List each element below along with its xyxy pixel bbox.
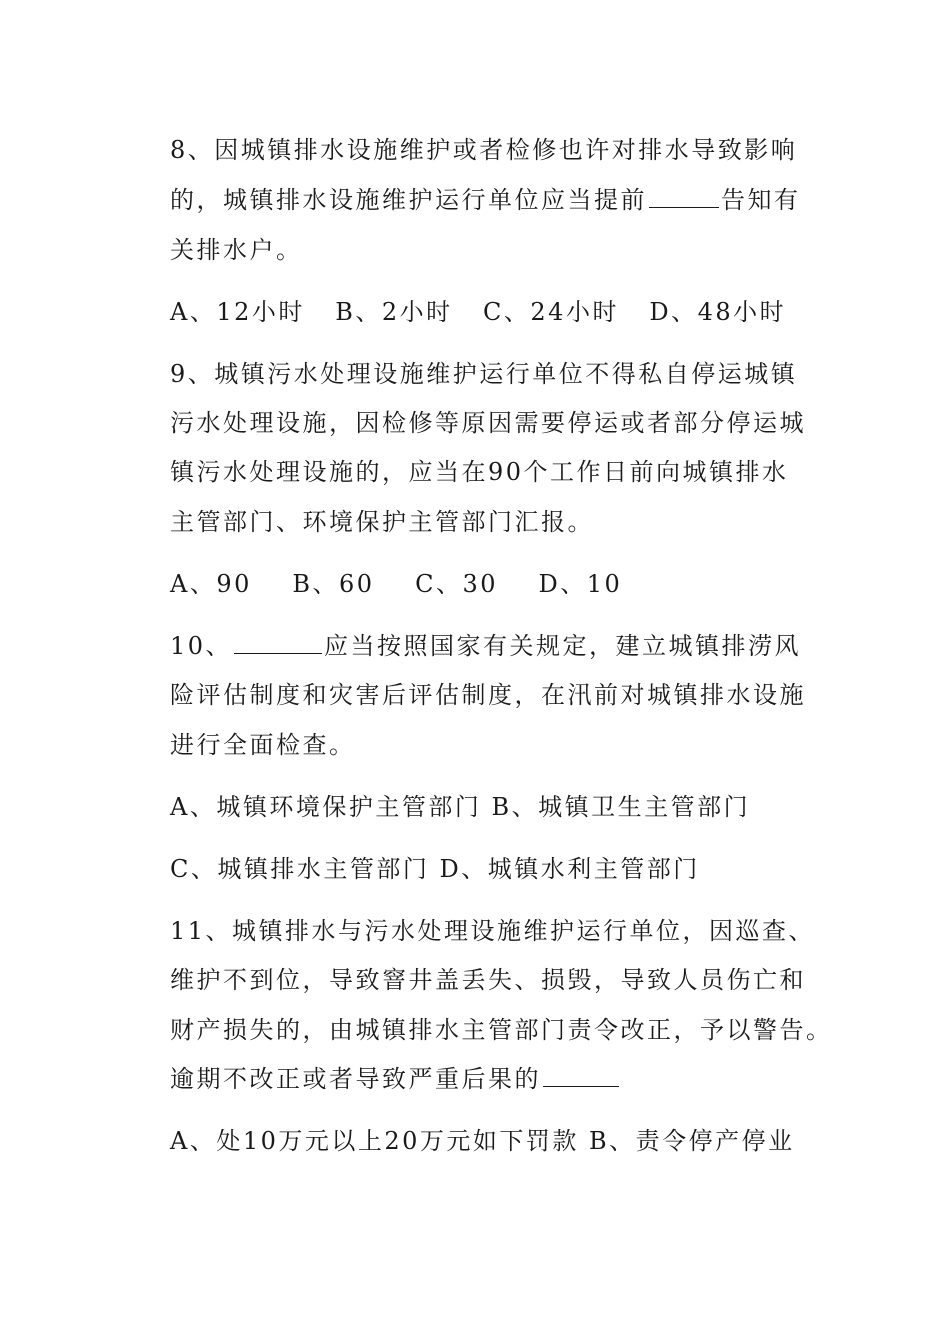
q11-line1: 11、城镇排水与污水处理设施维护运行单位，因巡查、	[170, 917, 816, 945]
q10-line3: 进行全面检查。	[170, 731, 356, 759]
q10-options-ab: A、城镇环境保护主管部门 B、城镇卫生主管部门	[170, 793, 751, 821]
q11-line4-text: 逾期不改正或者导致严重后果的	[170, 1065, 541, 1093]
q10-line1	[170, 630, 801, 662]
q10-line1-text: 应当按照国家有关规定，建立城镇排涝风	[324, 632, 802, 660]
q10-options-cd: C、城镇排水主管部门 D、城镇水利主管部门	[170, 855, 700, 883]
q8-line2-text: 的，城镇排水设施维护运行单位应当提前	[170, 186, 647, 214]
q8-answer-blank	[649, 185, 719, 208]
q11-line4	[170, 1063, 621, 1095]
q8-options: A、12小时 B、2小时 C、24小时 D、48小时	[170, 298, 787, 326]
q9-line2: 污水处理设施，因检修等原因需要停运或者部分停运城	[170, 409, 806, 437]
q8-line2	[170, 184, 801, 216]
q10-answer-blank	[234, 631, 322, 654]
q11-line2: 维护不到位，导致窨井盖丢失、损毁，导致人员伤亡和	[170, 966, 806, 994]
q11-options-ab: A、处10万元以上20万元如下罚款 B、责令停产停业	[170, 1127, 795, 1155]
q10-number: 10、	[170, 632, 233, 660]
q11-answer-blank	[543, 1064, 619, 1087]
q9-line3: 镇污水处理设施的，应当在90个工作日前向城镇排水	[170, 458, 789, 486]
q10-line2: 险评估制度和灾害后评估制度，在汛前对城镇排水设施	[170, 681, 806, 709]
q8-line3: 关排水户。	[170, 236, 303, 264]
q9-options: A、90 B、60 C、30 D、10	[170, 570, 623, 598]
q11-line3: 财产损失的，由城镇排水主管部门责令改正，予以警告。	[170, 1016, 833, 1044]
q9-line1: 9、城镇污水处理设施维护运行单位不得私自停运城镇	[170, 360, 798, 388]
q8-line1: 8、因城镇排水设施维护或者检修也许对排水导致影响	[170, 136, 798, 164]
q8-line2-tail: 告知有	[721, 186, 801, 214]
q9-line4: 主管部门、环境保护主管部门汇报。	[170, 508, 594, 536]
